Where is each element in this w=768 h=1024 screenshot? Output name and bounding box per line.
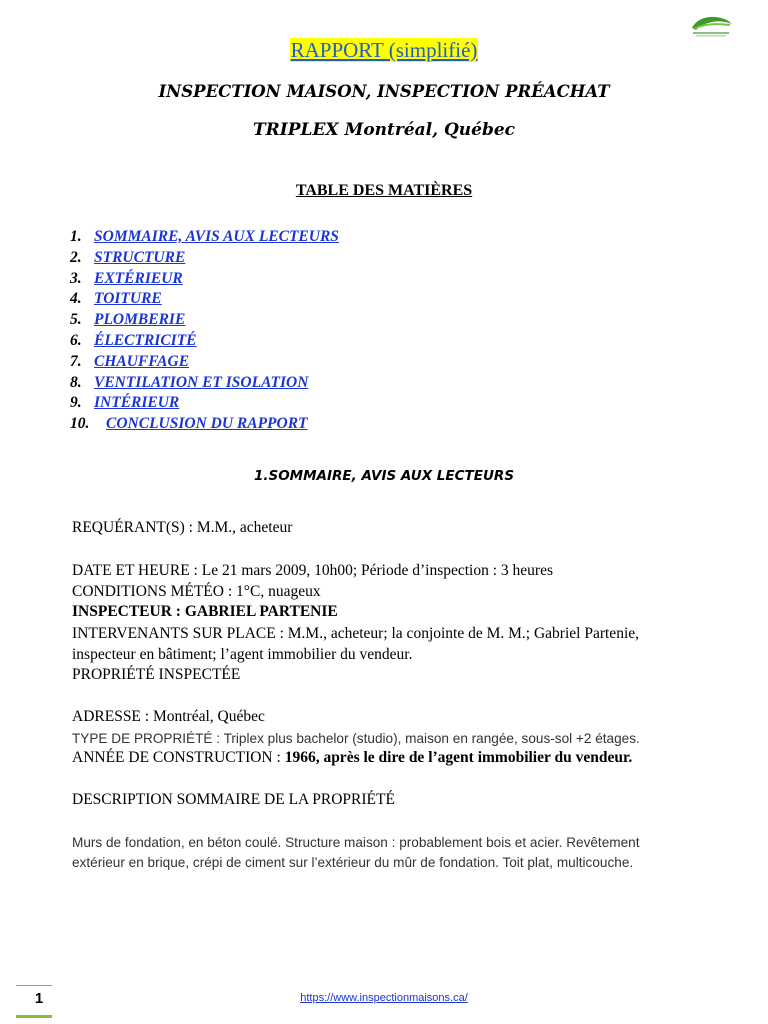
propriete-inspectee-label: PROPRIÉTÉ INSPECTÉE: [72, 666, 241, 683]
type-propriete-value: : Triplex plus bachelor (studio), maison en rangée, sous-sol +2 étages.: [212, 731, 640, 746]
toc-item-number: 9.: [70, 394, 82, 412]
intervenants-line-cont: inspecteur en bâtiment; l’agent immobilier du vendeur.: [72, 646, 413, 663]
toc-item: [70, 269, 339, 290]
section-heading: 1.SOMMAIRE, AVIS AUX LECTEURS: [253, 468, 515, 484]
annee-construction-line: [72, 748, 632, 767]
toc-link-conclusion[interactable]: CONCLUSION DU RAPPORT: [106, 415, 308, 433]
description-title: DESCRIPTION SOMMAIRE DE LA PROPRIÉTÉ: [72, 791, 395, 808]
toc-item-number: 10.: [70, 415, 90, 433]
toc-item-number: 6.: [70, 331, 82, 349]
toc-item-number: 1.: [70, 228, 82, 245]
toc-item: [70, 248, 339, 269]
toc-link-chauffage[interactable]: CHAUFFAGE: [94, 352, 190, 370]
toc-item-number: 3.: [70, 269, 82, 287]
toc-item: [70, 373, 339, 394]
conditions-line: CONDITIONS MÉTÉO : 1°C, nuageux: [72, 583, 321, 600]
adresse-line: ADRESSE : Montréal, Québec: [72, 708, 265, 725]
toc-link-ventilation[interactable]: VENTILATION ET ISOLATION: [94, 373, 309, 391]
toc-item-number: 5.: [70, 311, 82, 329]
toc-link-toiture[interactable]: TOITURE: [94, 290, 162, 308]
toc-item: [70, 310, 339, 331]
toc-item: [70, 352, 339, 373]
toc-item: [70, 227, 339, 248]
type-propriete-label: TYPE DE PROPRIÉTÉ: [72, 731, 213, 746]
property-subtitle: TRIPLEX Montréal, Québec: [252, 120, 516, 140]
toc-item: [70, 414, 339, 435]
inspecteur-line: INSPECTEUR : GABRIEL PARTENIE: [72, 603, 338, 620]
toc-item-number: 4.: [70, 290, 82, 308]
annee-construction-label: ANNÉE DE CONSTRUCTION :: [72, 749, 285, 766]
intervenants-line: INTERVENANTS SUR PLACE : M.M., acheteur; la conjointe de M. M.; Gabriel Partenie,: [72, 625, 639, 642]
footer-rule: [16, 985, 52, 986]
page-number: 1: [34, 990, 44, 1007]
toc-item-number: 2.: [70, 248, 82, 266]
toc-item-number: 8.: [70, 373, 82, 391]
toc-item: [70, 331, 339, 352]
report-title: RAPPORT (simplifié): [290, 38, 478, 62]
annee-construction-value: 1966, après le dire de l’agent immobilier du vendeur.: [284, 749, 633, 766]
toc-link-exterieur[interactable]: EXTÉRIEUR: [94, 269, 183, 287]
footer-website-link[interactable]: https://www.inspectionmaisons.ca/: [300, 992, 468, 1004]
report-subtitle: INSPECTION MAISON, INSPECTION PRÉACHAT: [158, 82, 610, 101]
toc-link-electricite[interactable]: ÉLECTRICITÉ: [94, 331, 197, 349]
description-text-cont: extérieur en brique, crépi de ciment sur l’extérieur du mûr de fondation. Toit plat, multicouche.: [72, 855, 634, 870]
date-heure-line: DATE ET HEURE : Le 21 mars 2009, 10h00; Période d’inspection : 3 heures: [72, 562, 553, 579]
footer-accent-bar: [16, 1015, 52, 1018]
table-of-contents: [70, 227, 339, 435]
description-text: Murs de fondation, en béton coulé. Structure maison : probablement bois et acier. Revêtement: [72, 835, 640, 850]
toc-link-interieur[interactable]: INTÉRIEUR: [94, 394, 180, 412]
toc-title: TABLE DES MATIÈRES: [295, 182, 473, 199]
toc-item: [70, 393, 339, 414]
requerant-line: REQUÉRANT(S) : M.M., acheteur: [72, 519, 293, 536]
toc-link-sommaire[interactable]: SOMMAIRE, AVIS AUX LECTEURS: [94, 228, 339, 245]
company-logo-icon: [686, 12, 736, 40]
type-propriete-line: [72, 729, 640, 748]
toc-item-number: 7.: [70, 352, 82, 370]
toc-link-plomberie[interactable]: PLOMBERIE: [94, 311, 186, 329]
toc-item: [70, 289, 339, 310]
toc-link-structure[interactable]: STRUCTURE: [94, 248, 186, 266]
